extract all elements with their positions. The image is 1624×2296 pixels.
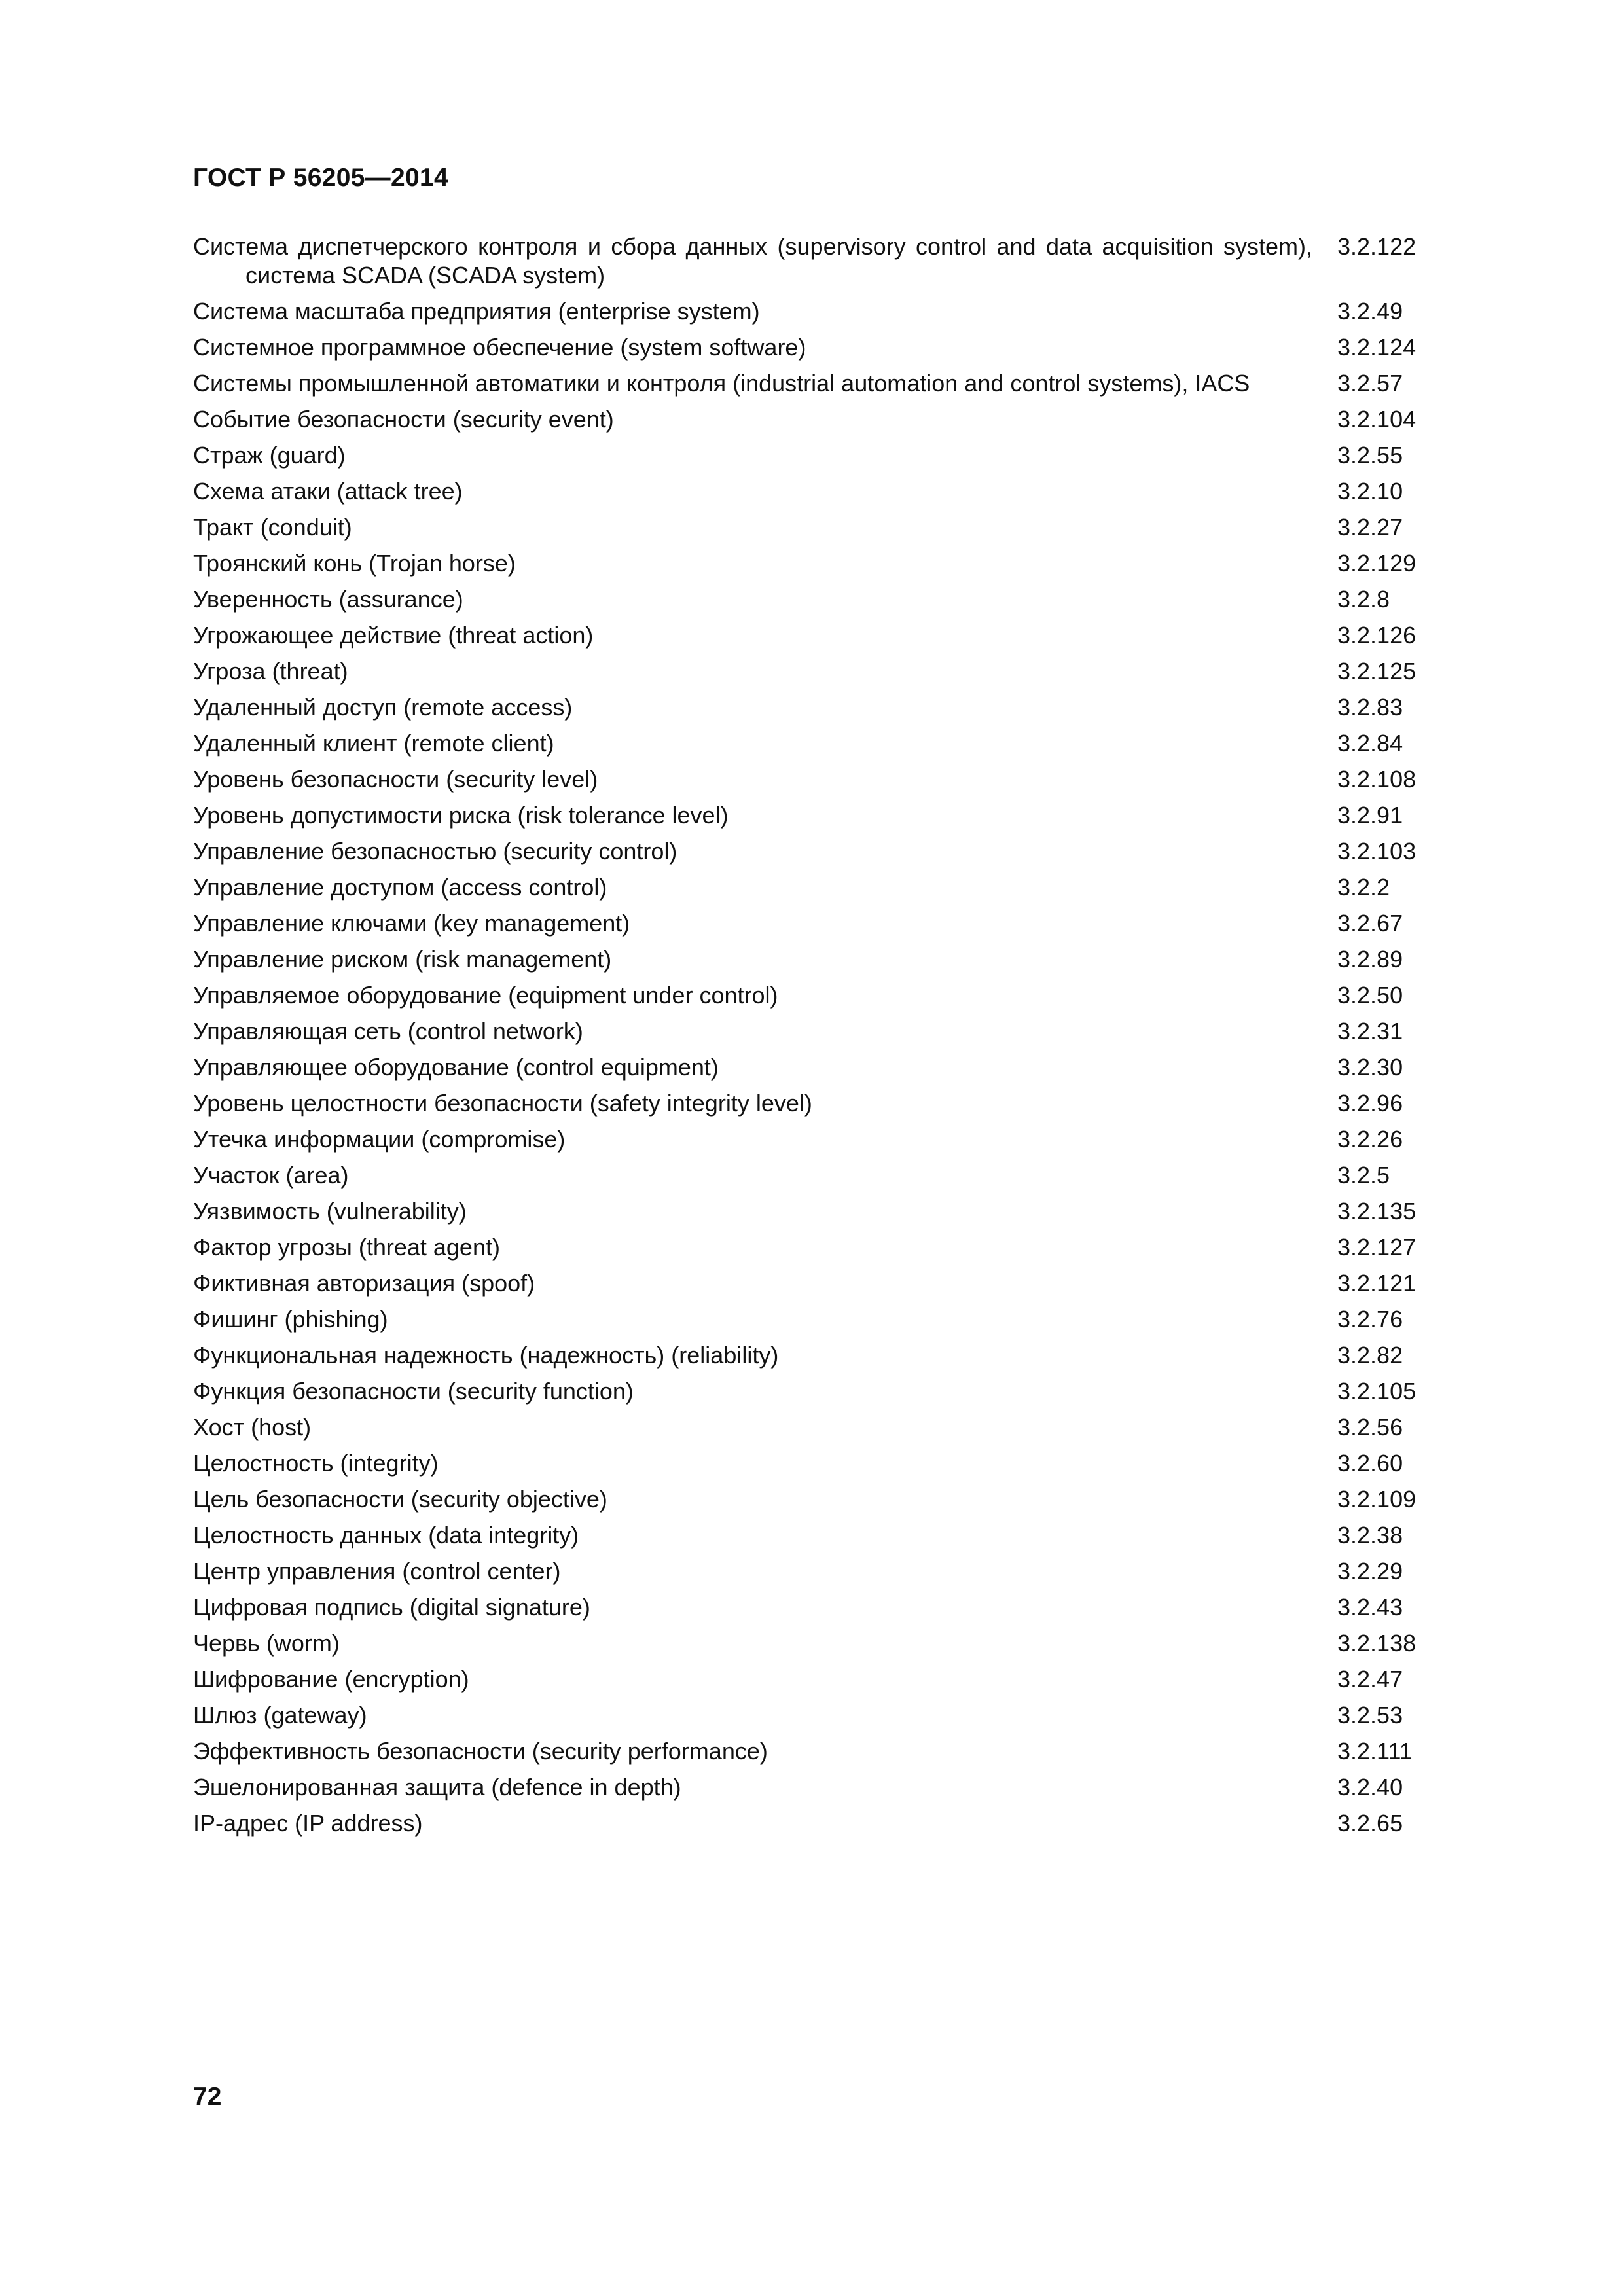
section-reference: 3.2.108 xyxy=(1337,766,1416,793)
section-reference: 3.2.30 xyxy=(1337,1054,1403,1081)
term-text: Функция безопасности (security function) xyxy=(193,1378,634,1405)
section-reference: 3.2.124 xyxy=(1337,334,1416,361)
index-entry xyxy=(193,405,1453,434)
term-text: Фактор угрозы (threat agent) xyxy=(193,1234,500,1261)
index-entry xyxy=(193,477,1453,506)
index-entry xyxy=(193,657,1453,686)
index-entry xyxy=(193,981,1453,1010)
term-text: Угрожающее действие (threat action) xyxy=(193,622,594,649)
term-text: Центр управления (control center) xyxy=(193,1558,561,1585)
term-text: Троянский конь (Trojan horse) xyxy=(193,550,516,577)
term-text: IP-адрес (IP address) xyxy=(193,1810,423,1837)
term-text: Схема атаки (attack tree) xyxy=(193,478,463,505)
index-entry xyxy=(193,1413,1453,1442)
term-text: Шлюз (gateway) xyxy=(193,1702,367,1729)
section-reference: 3.2.5 xyxy=(1337,1162,1390,1189)
section-reference: 3.2.76 xyxy=(1337,1306,1403,1333)
index-entry xyxy=(193,369,1453,398)
term-text: Утечка информации (compromise) xyxy=(193,1126,566,1153)
section-reference: 3.2.127 xyxy=(1337,1234,1416,1261)
index-entry xyxy=(193,1017,1453,1046)
term-text: Цель безопасности (security objective) xyxy=(193,1486,607,1513)
term-text: Участок (area) xyxy=(193,1162,349,1189)
index-entry xyxy=(193,513,1453,542)
section-reference: 3.2.57 xyxy=(1337,370,1403,397)
term-text: Фишинг (phishing) xyxy=(193,1306,388,1333)
section-reference: 3.2.65 xyxy=(1337,1810,1403,1837)
section-reference: 3.2.126 xyxy=(1337,622,1416,649)
section-reference: 3.2.47 xyxy=(1337,1666,1403,1693)
section-reference: 3.2.91 xyxy=(1337,802,1403,829)
section-reference: 3.2.129 xyxy=(1337,550,1416,577)
section-reference: 3.2.31 xyxy=(1337,1018,1403,1045)
section-reference: 3.2.38 xyxy=(1337,1522,1403,1549)
index-entry xyxy=(193,1629,1453,1658)
index-entry xyxy=(193,873,1453,902)
term-text: Страж (guard) xyxy=(193,442,346,469)
term-text: Тракт (conduit) xyxy=(193,514,352,541)
section-reference: 3.2.67 xyxy=(1337,910,1403,937)
section-reference: 3.2.138 xyxy=(1337,1630,1416,1657)
term-text: Управление риском (risk management) xyxy=(193,946,612,973)
index-entry xyxy=(193,729,1453,758)
index-entry xyxy=(193,1197,1453,1226)
section-reference: 3.2.82 xyxy=(1337,1342,1403,1369)
index-entry xyxy=(193,549,1453,578)
section-reference: 3.2.8 xyxy=(1337,586,1390,613)
index-entry xyxy=(193,441,1453,470)
index-entry xyxy=(193,1485,1453,1514)
index-entry xyxy=(193,1269,1453,1298)
index-entry xyxy=(193,909,1453,938)
section-reference: 3.2.103 xyxy=(1337,838,1416,865)
term-text: Целостность данных (data integrity) xyxy=(193,1522,579,1549)
term-text: Целостность (integrity) xyxy=(193,1450,439,1477)
index-entry xyxy=(193,1809,1453,1838)
document-header: ГОСТ Р 56205—2014 xyxy=(193,164,448,192)
term-text: Системное программное обеспечение (system software) xyxy=(193,334,806,361)
term-text: Управление безопасностью (security control) xyxy=(193,838,677,865)
section-reference: 3.2.122 xyxy=(1337,233,1416,260)
index-entry xyxy=(193,1773,1453,1802)
section-reference: 3.2.89 xyxy=(1337,946,1403,973)
section-reference: 3.2.56 xyxy=(1337,1414,1403,1441)
index-entry xyxy=(193,1161,1453,1190)
term-text: Уязвимость (vulnerability) xyxy=(193,1198,467,1225)
term-text: Удаленный клиент (remote client) xyxy=(193,730,554,757)
page-number: 72 xyxy=(193,2083,222,2111)
term-text: Уровень целостности безопасности (safety integrity level) xyxy=(193,1090,812,1117)
term-text: Событие безопасности (security event) xyxy=(193,406,614,433)
section-reference: 3.2.49 xyxy=(1337,298,1403,325)
section-reference: 3.2.60 xyxy=(1337,1450,1403,1477)
index-entry xyxy=(193,1593,1453,1622)
section-reference: 3.2.125 xyxy=(1337,658,1416,685)
section-reference: 3.2.121 xyxy=(1337,1270,1416,1297)
index-entry xyxy=(193,1665,1453,1694)
index-entry xyxy=(193,1053,1453,1082)
section-reference: 3.2.40 xyxy=(1337,1774,1403,1801)
index-entry xyxy=(193,1125,1453,1154)
term-text: Управление ключами (key management) xyxy=(193,910,630,937)
term-text: Эшелонированная защита (defence in depth) xyxy=(193,1774,681,1801)
section-reference: 3.2.111 xyxy=(1337,1738,1413,1765)
term-index-list xyxy=(193,232,1453,1845)
term-text: Червь (worm) xyxy=(193,1630,340,1657)
term-text: Управляющая сеть (control network) xyxy=(193,1018,583,1045)
index-entry xyxy=(193,837,1453,866)
term-text: Фиктивная авторизация (spoof) xyxy=(193,1270,535,1297)
section-reference: 3.2.55 xyxy=(1337,442,1403,469)
section-reference: 3.2.43 xyxy=(1337,1594,1403,1621)
index-entry xyxy=(193,1341,1453,1370)
term-text: Уровень допустимости риска (risk tolerance level) xyxy=(193,802,729,829)
term-text: Управляемое оборудование (equipment under control) xyxy=(193,982,778,1009)
section-reference: 3.2.83 xyxy=(1337,694,1403,721)
index-entry xyxy=(193,232,1453,290)
index-entry xyxy=(193,1449,1453,1478)
section-reference: 3.2.109 xyxy=(1337,1486,1416,1513)
section-reference: 3.2.104 xyxy=(1337,406,1416,433)
index-entry xyxy=(193,801,1453,830)
term-text: Удаленный доступ (remote access) xyxy=(193,694,573,721)
index-entry xyxy=(193,1737,1453,1766)
section-reference: 3.2.53 xyxy=(1337,1702,1403,1729)
term-text: Система диспетчерского контроля и сбора данных (supervisory control and data acquisition system), система SCADA (SCADA system) xyxy=(193,233,1312,289)
index-entry xyxy=(193,1557,1453,1586)
term-text: Системы промышленной автоматики и контроля (industrial automation and control systems), IACS xyxy=(193,370,1250,397)
term-text: Эффективность безопасности (security performance) xyxy=(193,1738,768,1765)
index-entry xyxy=(193,1521,1453,1550)
term-text: Управление доступом (access control) xyxy=(193,874,607,901)
index-entry xyxy=(193,585,1453,614)
term-text: Система масштаба предприятия (enterprise system) xyxy=(193,298,760,325)
section-reference: 3.2.105 xyxy=(1337,1378,1416,1405)
section-reference: 3.2.96 xyxy=(1337,1090,1403,1117)
index-entry xyxy=(193,765,1453,794)
term-text: Цифровая подпись (digital signature) xyxy=(193,1594,590,1621)
section-reference: 3.2.10 xyxy=(1337,478,1403,505)
term-text: Управляющее оборудование (control equipment) xyxy=(193,1054,719,1081)
term-text: Хост (host) xyxy=(193,1414,312,1441)
term-text: Уровень безопасности (security level) xyxy=(193,766,598,793)
index-entry xyxy=(193,333,1453,362)
index-entry xyxy=(193,297,1453,326)
index-entry xyxy=(193,1701,1453,1730)
section-reference: 3.2.26 xyxy=(1337,1126,1403,1153)
section-reference: 3.2.29 xyxy=(1337,1558,1403,1585)
index-entry xyxy=(193,945,1453,974)
section-reference: 3.2.27 xyxy=(1337,514,1403,541)
term-text: Шифрование (encryption) xyxy=(193,1666,469,1693)
index-entry xyxy=(193,621,1453,650)
term-text: Угроза (threat) xyxy=(193,658,348,685)
term-text: Функциональная надежность (надежность) (reliability) xyxy=(193,1342,779,1369)
index-entry xyxy=(193,1089,1453,1118)
section-reference: 3.2.135 xyxy=(1337,1198,1416,1225)
index-entry xyxy=(193,1233,1453,1262)
index-entry xyxy=(193,1305,1453,1334)
term-text: Уверенность (assurance) xyxy=(193,586,463,613)
index-entry xyxy=(193,693,1453,722)
index-entry xyxy=(193,1377,1453,1406)
section-reference: 3.2.2 xyxy=(1337,874,1390,901)
section-reference: 3.2.50 xyxy=(1337,982,1403,1009)
section-reference: 3.2.84 xyxy=(1337,730,1403,757)
